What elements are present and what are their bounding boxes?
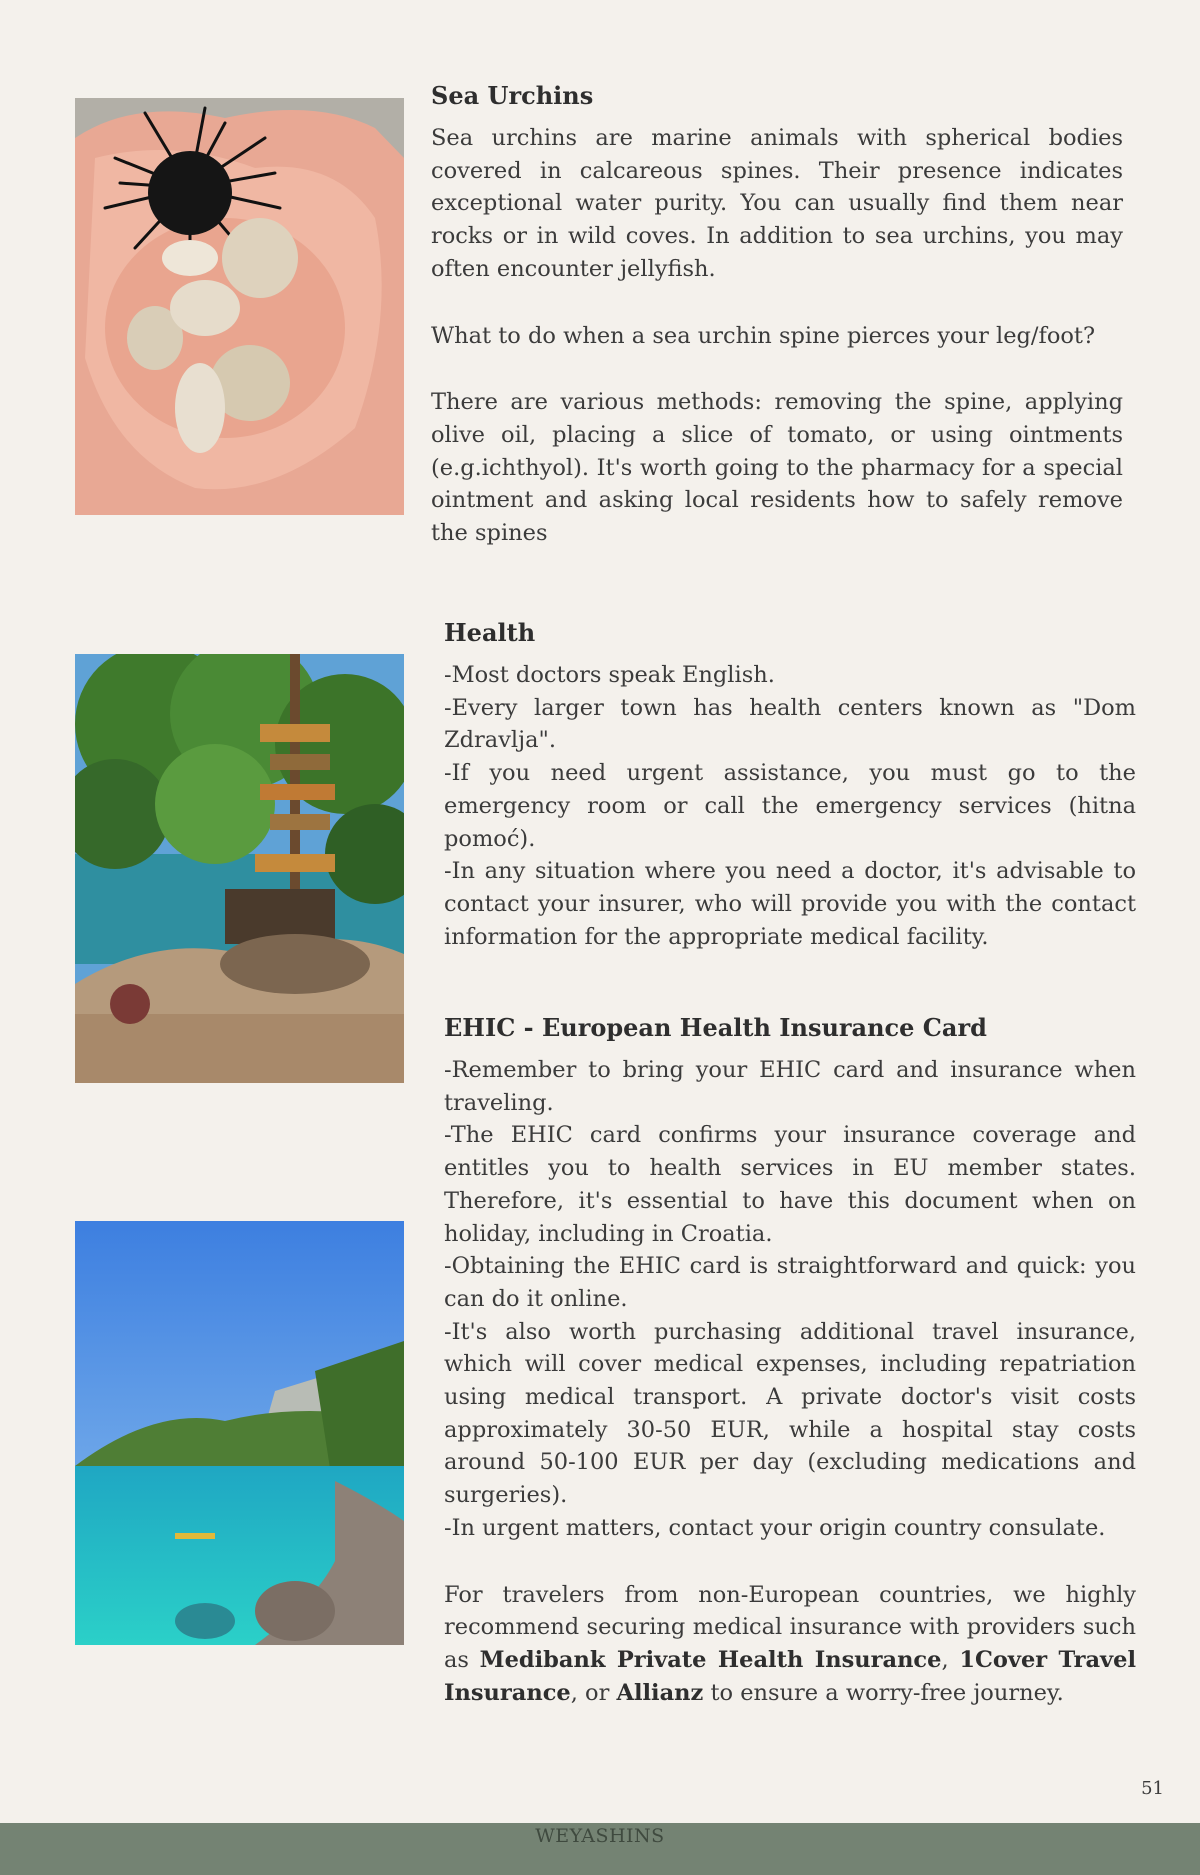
ehic-heading: EHIC - European Health Insurance Card <box>444 1013 987 1042</box>
footer-bar <box>0 1823 1200 1875</box>
health-item: -Every larger town has health centers known as "Dom Zdravlja". <box>444 694 1136 754</box>
recommendation-text: , or <box>570 1679 617 1706</box>
signpost-by-sea-photo <box>75 654 404 1083</box>
ehic-item: -In urgent matters, contact your origin country consulate. <box>444 1514 1106 1541</box>
sea-urchins-paragraph-3: There are various methods: removing the spine, applying olive oil, placing a slice of tomato, or using ointments (e.g.ichthyol). It's worth going to the pharmacy for a special ointment and asking local residents how to safely remove the spines <box>431 389 1123 547</box>
sea-urchins-heading: Sea Urchins <box>431 81 594 110</box>
ehic-item: -Obtaining the EHIC card is straightforward and quick: you can do it online. <box>444 1253 1136 1312</box>
sea-urchins-paragraph-1: Sea urchins are marine animals with spherical bodies covered in calcareous spines. Their presence indicates exceptional water purity. You can usually find them near rocks or in wild coves. In addition to sea urchins, you may often encounter jellyfish. <box>431 125 1123 282</box>
ehic-section <box>444 1012 1136 1709</box>
recommendation-text: to ensure a worry-free journey. <box>703 1679 1064 1706</box>
health-item: -In any situation where you need a doctor, it's advisable to contact your insurer, who will provide you with the contact information for the appropriate medical facility. <box>444 858 1136 950</box>
recommendation-text: For travelers from non-European countries, we highly recommend securing medical insurance with providers such as <box>444 1581 1136 1673</box>
health-item: -If you need urgent assistance, you must go to the emergency room or call the emergency services (hitna pomoć). <box>444 760 1136 852</box>
page-number: 51 <box>1141 1778 1164 1799</box>
health-heading: Health <box>444 618 536 647</box>
insurance-recommendation <box>444 1579 1136 1710</box>
provider-1cover: 1Cover Travel Insurance <box>444 1646 1136 1706</box>
footer-brand: WEYASHINS <box>535 1825 665 1847</box>
turquoise-bay-photo <box>75 1221 404 1645</box>
ehic-item: -The EHIC card confirms your insurance coverage and entitles you to health services in EU member states. Therefore, it's essential to have this document when on holiday, including in Croatia. <box>444 1122 1136 1247</box>
ehic-item: -It's also worth purchasing additional travel insurance, which will cover medical expenses, including repatriation using medical transport. A private doctor's visit costs approximately 30-50 EUR, while a hospital stay costs around 50-100 EUR per day (excluding medications and surgeries). <box>444 1318 1136 1509</box>
sea-urchins-section <box>431 80 1123 550</box>
sea-urchins-question: What to do when a sea urchin spine pierces your leg/foot? <box>431 322 1096 349</box>
health-section <box>444 617 1136 953</box>
provider-allianz: Allianz <box>616 1679 704 1706</box>
health-item: -Most doctors speak English. <box>444 662 775 688</box>
ehic-item: -Remember to bring your EHIC card and insurance when traveling. <box>444 1057 1136 1116</box>
recommendation-text: , <box>941 1646 960 1673</box>
provider-medibank: Medibank Private Health Insurance <box>479 1646 942 1673</box>
sea-urchin-in-hand-photo <box>75 98 404 515</box>
